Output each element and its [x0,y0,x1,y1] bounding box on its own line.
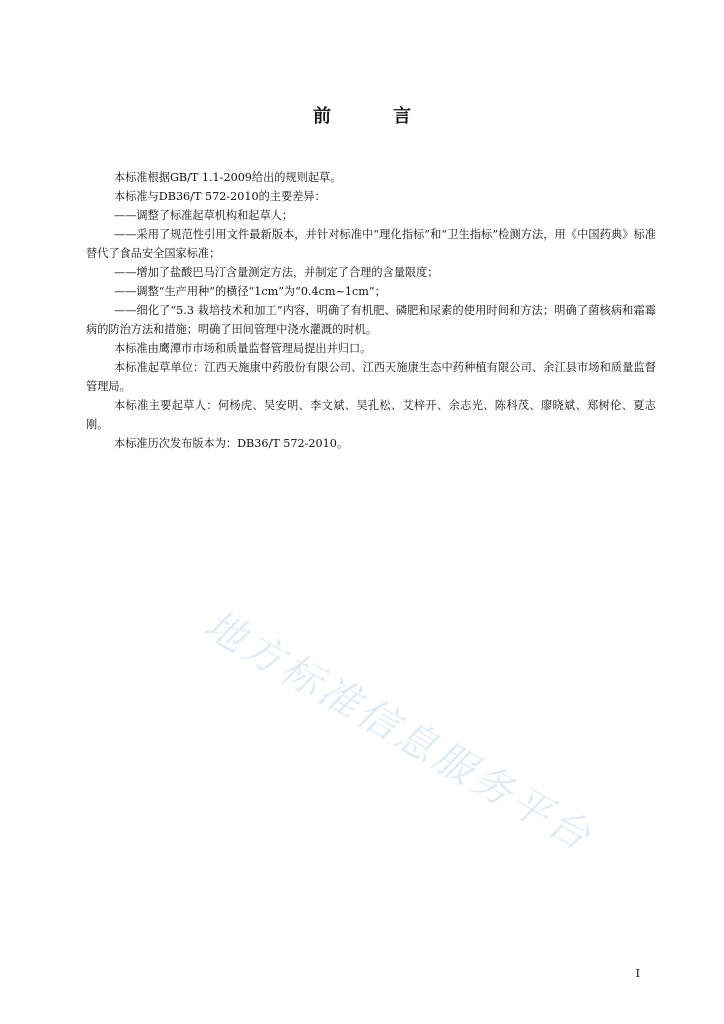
watermark-text: 地方标准信息服务平台 [196,601,601,862]
paragraph-11: 本标准历次发布版本为：DB36/T 572-2010。 [114,437,349,450]
paragraph-4: ——采用了规范性引用文件最新版本，并针对标准中“理化指标”和“卫生指标”检测方法，用《中国药典》标准替代了食品安全国家标准； [86,228,656,260]
paragraph-1: 本标准根据GB/T 1.1-2009给出的规则起草。 [114,171,342,184]
paragraph-8: 本标准由鹰潭市市场和质量监督管理局提出并归口。 [114,342,372,355]
paragraph-2: 本标准与DB36/T 572-2010的主要差异： [114,190,326,203]
page-number: I [635,967,640,980]
paragraph-10: 本标准主要起草人：何杨虎、吴安明、李文斌、吴孔松、艾梓开、余志光、陈科茂、廖晓斌、郑树伦、夏志刚。 [86,399,656,431]
paragraph-3: ——调整了标准起草机构和起草人； [114,209,294,222]
paragraph-5: ——增加了盐酸巴马汀含量测定方法，并制定了合理的含量限度； [114,266,439,279]
page-title: 前 言 [313,106,433,127]
paragraph-7: ——细化了“5.3 栽培技术和加工”内容，明确了有机肥、磷肥和尿素的使用时间和方法；明确了菌核病和霜霉病的防治方法和措施；明确了田间管理中浇水灌溉的时机。 [86,304,656,336]
foreword-body [86,168,656,453]
paragraph-6: ——调整“生产用种”的横径“1cm”为“0.4cm~1cm”； [114,285,386,298]
paragraph-9: 本标准起草单位：江西天施康中药股份有限公司、江西天施康生态中药种植有限公司、余江县市场和质量监督管理局。 [86,361,656,393]
